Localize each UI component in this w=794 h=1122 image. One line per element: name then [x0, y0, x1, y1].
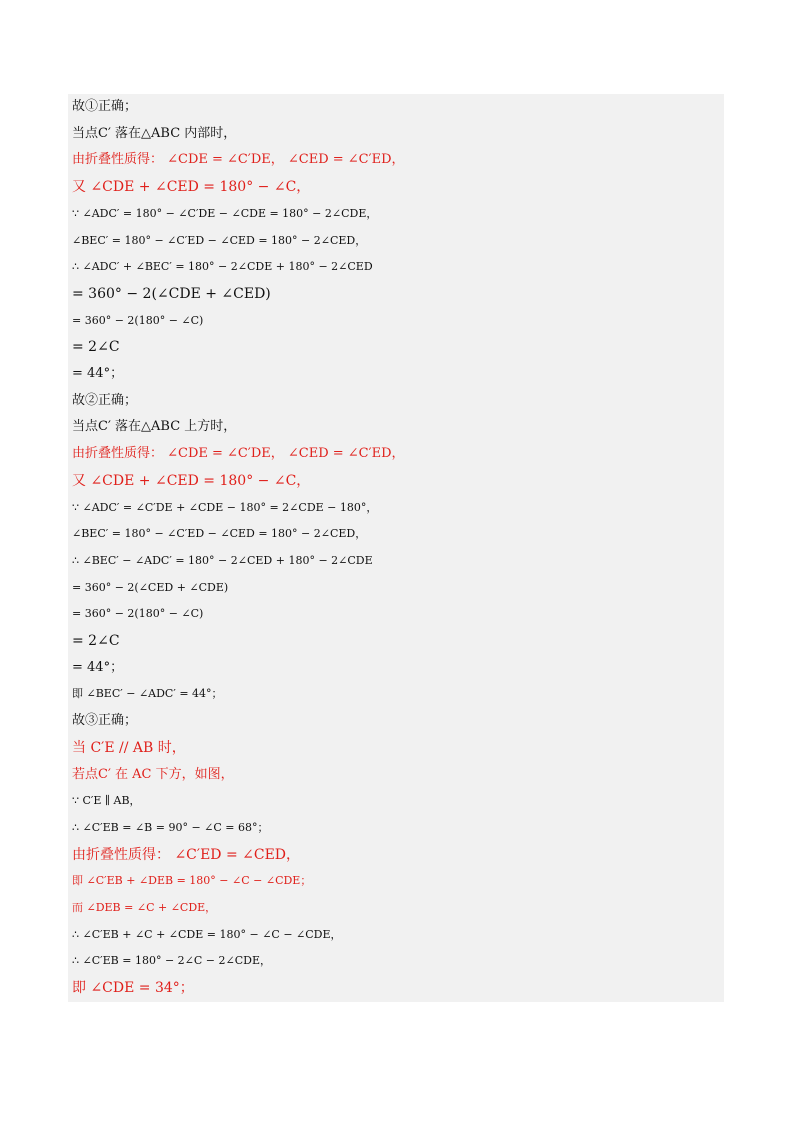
solution-line: ∴ ∠BEC′ − ∠ADC′ = 180° − 2∠CED + 180° − 2∠CDE: [72, 553, 373, 567]
solution-line: = 360° − 2(180° − ∠C): [72, 313, 204, 327]
solution-line: ∵ ∠ADC′ = ∠C′DE + ∠CDE − 180° = 2∠CDE − 180°，: [72, 500, 378, 514]
solution-line: 故③正确；: [72, 713, 138, 729]
solution-line: 即 ∠CDE = 34°；: [72, 980, 194, 997]
solution-line: 又 ∠CDE + ∠CED = 180° − ∠C，: [72, 179, 311, 196]
solution-line: ∠BEC′ = 180° − ∠C′ED − ∠CED = 180° − 2∠CED，: [72, 527, 367, 541]
solution-line: 由折叠性质得： ∠C′ED = ∠CED，: [72, 846, 301, 863]
solution-line: = 44°；: [72, 366, 124, 381]
solution-line: = 360° − 2(∠CDE + ∠CED): [72, 285, 271, 302]
solution-line: ∵ ∠ADC′ = 180° − ∠C′DE − ∠CDE = 180° − 2∠CDE，: [72, 206, 378, 220]
solution-line: 若点C′ 在 AC 下方，如图，: [72, 766, 234, 782]
solution-line: 而 ∠DEB = ∠C + ∠CDE，: [72, 901, 217, 914]
solution-line: ∴ ∠C′EB = ∠B = 90° − ∠C = 68°；: [72, 820, 269, 834]
solution-line: ∴ ∠C′EB + ∠C + ∠CDE = 180° − ∠C − ∠CDE，: [72, 927, 342, 941]
solution-line: ∴ ∠C′EB = 180° − 2∠C − 2∠CDE，: [72, 954, 271, 968]
solution-line: 即 ∠BEC′ − ∠ADC′ = 44°；: [72, 687, 223, 701]
solution-line: ∠BEC′ = 180° − ∠C′ED − ∠CED = 180° − 2∠CED，: [72, 233, 367, 247]
solution-line: = 2∠C: [72, 633, 120, 649]
solution-line: 又 ∠CDE + ∠CED = 180° − ∠C，: [72, 472, 311, 489]
solution-line: 故②正确；: [72, 392, 138, 408]
solution-line: 当点C′ 落在△ABC 内部时，: [72, 125, 237, 141]
solution-line: 由折叠性质得： ∠CDE = ∠C′DE， ∠CED = ∠C′ED，: [72, 446, 405, 462]
solution-line: = 2∠C: [72, 339, 120, 356]
solution-line: ∴ ∠ADC′ + ∠BEC′ = 180° − 2∠CDE + 180° − 2∠CED: [72, 260, 373, 274]
solution-line: 故①正确；: [72, 99, 138, 114]
solution-line: = 360° − 2(∠CED + ∠CDE): [72, 580, 229, 594]
solution-line: = 360° − 2(180° − ∠C): [72, 607, 204, 621]
solution-line: ∵ C′E ∥ AB，: [72, 794, 141, 808]
solution-line: 当 C′E // AB 时，: [72, 739, 186, 756]
solution-line: 当点C′ 落在△ABC 上方时，: [72, 419, 237, 435]
solution-line: 由折叠性质得： ∠CDE = ∠C′DE， ∠CED = ∠C′ED，: [72, 152, 405, 168]
solution-line: = 44°；: [72, 659, 124, 675]
solution-panel: [68, 94, 724, 1002]
solution-line: 即 ∠C′EB + ∠DEB = 180° − ∠C − ∠CDE；: [72, 874, 312, 888]
